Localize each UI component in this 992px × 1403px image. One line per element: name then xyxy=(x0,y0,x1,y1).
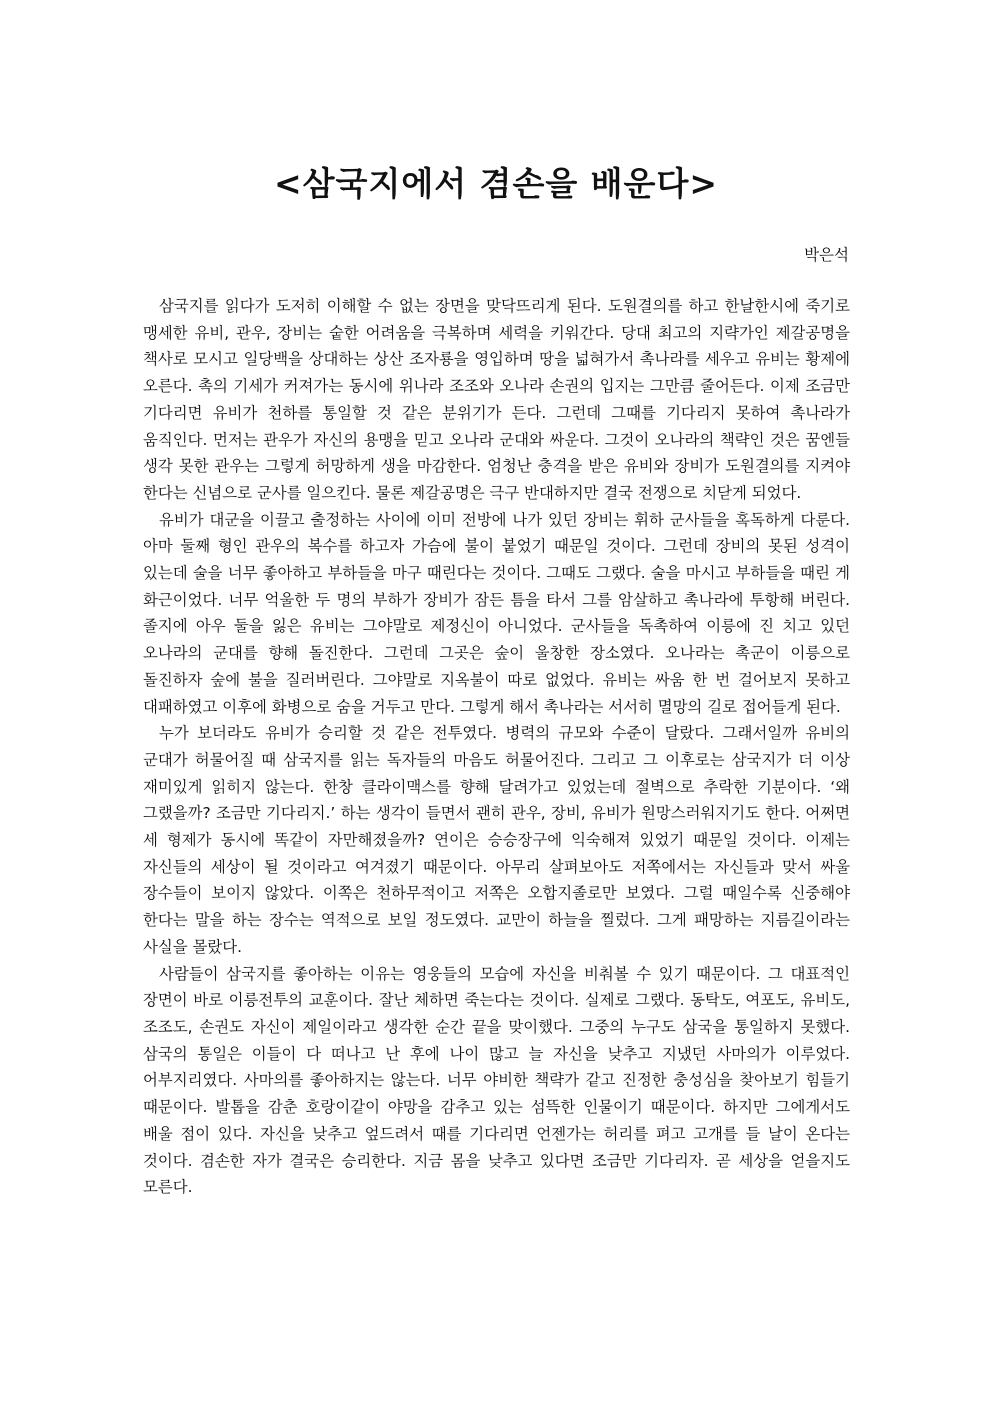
paragraph: 사람들이 삼국지를 좋아하는 이유는 영웅들의 모습에 자신을 비춰볼 수 있기 때문이다. 그 대표적인 장면이 바로 이릉전투의 교훈이다. 잘난 체하면 죽는다는 것이다. 실제로 그랬다. 동탁도, 여포도, 유비도, 조조도, 손권도 자신이 제일이라고 생각한 순간 끝을 맞이했다. 그중의 누구도 삼국을 통일하지 못했다. 삼국의 통일은 이들이 다 떠나고 난 후에 나이 많고 늘 자신을 낮추고 지냈던 사마의가 이루었다. 어부지리였다. 사마의를 좋아하지는 않는다. 너무 야비한 책략가 같고 진정한 충성심을 찾아보기 힘들기 때문이다. 발톱을 감춘 호랑이같이 야망을 감추고 있는 섬뜩한 인물이기 때문이다. 하지만 그에게서도 배울 점이 있다. 자신을 낮추고 엎드려서 때를 기다리면 언젠가는 허리를 펴고 고개를 들 날이 온다는 것이다. 겸손한 자가 결국은 승리한다. 지금 몸을 낮추고 있다면 조금만 기다리자. 곧 세상을 얻을지도 모른다. xyxy=(143,964,850,1197)
paragraph: 누가 보더라도 유비가 승리할 것 같은 전투였다. 병력의 규모와 수준이 달랐다. 그래서일까 유비의 군대가 허물어질 때 삼국지를 읽는 독자들의 마음도 허물어진다. 그리고 그 이후로는 삼국지가 더 이상 재미있게 읽히지 않는다. 한창 클라이맥스를 향해 달려가고 있었는데 절벽으로 추락한 기분이다. ‘왜 그랬을까? 조금만 기다리지.’ 하는 생각이 들면서 괜히 관우, 장비, 유비가 원망스러워지기도 한다. 어쩌면 세 형제가 동시에 똑같이 자만해졌을까? 연이은 승승장구에 익숙해져 있었기 때문일 것이다. 이제는 자신들의 세상이 될 것이라고 여겨졌기 때문이다. 아무리 살펴보아도 저쪽에서는 자신들과 맞서 싸울 장수들이 보이지 않았다. 이쪽은 천하무적이고 저쪽은 오합지졸로만 보였다. 그럴 때일수록 신중해야 한다는 말을 하는 장수는 역적으로 보일 정도였다. 교만이 하늘을 찔렀다. 그게 패망하는 지름길이라는 사실을 몰랐다. xyxy=(143,724,850,956)
paragraph: 삼국지를 읽다가 도저히 이해할 수 없는 장면을 맞닥뜨리게 된다. 도원결의를 하고 한날한시에 죽기로 맹세한 유비, 관우, 장비는 숱한 어려움을 극복하며 세력을 키워간다. 당대 최고의 지략가인 제갈공명을 책사로 모시고 일당백을 상대하는 상산 조자룡을 영입하며 땅을 넓혀가서 촉나라를 세우고 유비는 황제에 오른다. 촉의 기세가 커져가는 동시에 위나라 조조와 오나라 손권의 입지는 그만큼 줄어든다. 이제 조금만 기다리면 유비가 천하를 통일할 것 같은 분위기가 든다. 그런데 그때를 기다리지 못하여 촉나라가 움직인다. 먼저는 관우가 자신의 용맹을 믿고 오나라 군대와 싸운다. 그것이 오나라의 책략인 것은 꿈엔들 생각 못한 관우는 그렇게 허망하게 생을 마감한다. 엄청난 충격을 받은 유비와 장비가 도원결의를 지켜야 한다는 신념으로 군사를 일으킨다. 물론 제갈공명은 극구 반대하지만 결국 전쟁으로 치닫게 되었다. xyxy=(143,297,851,502)
essay-body xyxy=(143,293,850,1201)
document-title: <삼국지에서 겸손을 배운다> xyxy=(274,164,718,203)
author-name: 박은석 xyxy=(804,246,849,264)
paragraph: 유비가 대군을 이끌고 출정하는 사이에 이미 전방에 나가 있던 장비는 휘하 군사들을 혹독하게 다룬다. 아마 둘째 형인 관우의 복수를 하고자 가슴에 불이 붙었기 때문일 것이다. 그런데 장비의 못된 성격이 있는데 술을 너무 좋아하고 부하들을 마구 때린다는 것이다. 그때도 그랬다. 술을 마시고 부하들을 때린 게 화근이었다. 너무 억울한 두 명의 부하가 장비가 잠든 틈을 타서 그를 암살하고 촉나라에 투항해 버린다. 졸지에 아우 둘을 잃은 유비는 그야말로 제정신이 아니었다. 군사들을 독촉하여 이릉에 진 치고 있던 오나라의 군대를 향해 돌진한다. 그런데 그곳은 숲이 울창한 장소였다. 오나라는 촉군이 이릉으로 돌진하자 숲에 불을 질러버린다. 그야말로 지옥불이 따로 없었다. 유비는 싸움 한 번 걸어보지 못하고 대패하였고 이후에 화병으로 숨을 거두고 만다. 그렇게 해서 촉나라는 서서히 멸망의 길로 접어들게 된다. xyxy=(143,510,850,716)
